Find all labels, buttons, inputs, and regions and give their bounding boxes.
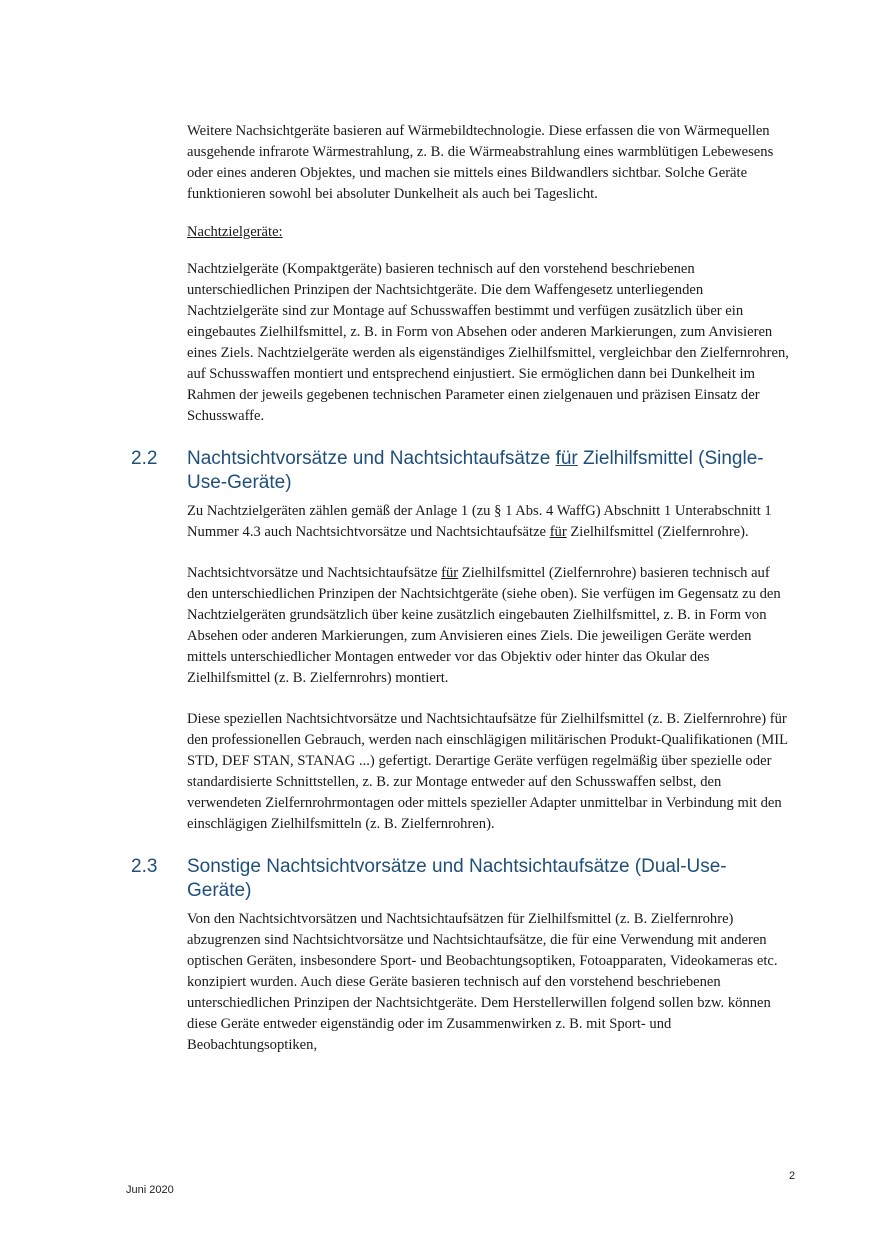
- nachtzielgeraete-paragraph: Nachtzielgeräte (Kompaktgeräte) basieren technisch auf den vorstehend beschriebenen unterschiedlichen Prinzipen der Nachtsichtgeräte. Die dem Waffengesetz unterliegenden Nachtzielgeräte sind zur Montage auf Schusswaffen bestimmt und verfügen zusätzlich über ein eingebautes Zielhilfsmittel, z. B. in Form von Absehen oder anderen Markierungen, zum Anvisieren eines Ziels. Nachtzielgeräte werden als eigenständiges Zielhilfsmittel, vergleichbar den Zielfernrohren, auf Schusswaffen montiert und entsprechend einjustiert. Sie ermöglichen dann bei Dunkelheit im Rahmen der jeweils gegebenen technischen Parameter einen zielgenauen und präzisen Einsatz der Schusswaffe.: [187, 261, 789, 424]
- section-2-2-number: 2.2: [131, 448, 158, 469]
- section-2-3-title: Sonstige Nachtsichtvorsätze und Nachtsichtaufsätze (Dual-Use-Geräte): [187, 856, 727, 901]
- section-2-3-number: 2.3: [131, 856, 158, 877]
- section-2-2-paragraph-1: Zu Nachtzielgeräten zählen gemäß der Anlage 1 (zu § 1 Abs. 4 WaffG) Abschnitt 1 Unterabschnitt 1 Nummer 4.3 auch Nachtsichtvorsätze und Nachtsichtaufsätze für Zielhilfsmittel (Zielfernrohre).: [187, 503, 772, 540]
- section-2-2-paragraph-3: Diese speziellen Nachtsichtvorsätze und Nachtsichtaufsätze für Zielhilfsmittel (z. B. Zielfernrohre) für den professionellen Gebrauch, werden nach einschlägigen militärischen Produkt-Qualifikationen (MIL STD, DEF STAN, STANAG ...) gefertigt. Derartige Geräte verfügen regelmäßig über spezielle oder standardisierte Schnittstellen, z. B. zur Montage entweder auf den Schusswaffen selbst, den verwendeten Zielfernrohrmontagen oder mittels spezieller Adapter unmittelbar in Verbindung mit den einschlägigen Zielhilfsmitteln (z. B. Zielfernrohren).: [187, 711, 788, 832]
- section-2-3: [131, 855, 790, 1056]
- intro-paragraph: Weitere Nachsichtgeräte basieren auf Wärmebildtechnologie. Diese erfassen die von Wärmequellen ausgehende infrarote Wärmestrahlung, z. B. die Wärmeabstrahlung eines warmblütigen Lebewesens oder eines anderen Objektes, und machen sie mittels eines Bildwandlers sichtbar. Solche Geräte funktionieren sowohl bei absoluter Dunkelheit als auch bei Tageslicht.: [187, 123, 774, 202]
- page-number: 2: [789, 1170, 796, 1182]
- section-2-2-title: Nachtsichtvorsätze und Nachtsichtaufsätze für Zielhilfsmittel (Single-Use-Geräte): [187, 448, 764, 493]
- section-2-2-paragraph-2: Nachtsichtvorsätze und Nachtsichtaufsätze für Zielhilfsmittel (Zielfernrohre) basieren technisch auf den unterschiedlichen Prinzipen der Nachtsichtgeräte (siehe oben). Sie verfügen im Gegensatz zu den Nachtzielgeräten grundsätzlich über keine zusätzlich eingebauten Zielhilfsmittel, z. B. in Form von Absehen oder anderen Markierungen, zum Anvisieren eines Ziels. Die jeweiligen Geräte werden mittels unterschiedlicher Montagen entweder vor das Objektiv oder hinter das Okular des Zielhilfsmittel (z. B. Zielfernrohrs) montiert.: [187, 565, 781, 686]
- footer-date: Juni 2020: [126, 1184, 174, 1196]
- section-2-3-paragraph-1: Von den Nachtsichtvorsätzen und Nachtsichtaufsätzen für Zielhilfsmittel (z. B. Zielfernrohre) abzugrenzen sind Nachtsichtvorsätze und Nachtsichtaufsätze, die für eine Verwendung mit anderen optischen Geräten, insbesondere Sport- und Beobachtungsoptiken, Fotoapparaten, Videokameras etc. konzipiert wurden. Auch diese Geräte basieren technisch auf den vorstehend beschriebenen unterschiedlichen Prinzipen der Nachtsichtgeräte. Dem Herstellerwillen folgend sollen bzw. können diese Geräte entweder eigenständig oder im Zusammenwirken z. B. mit Sport- und Beobachtungsoptiken,: [187, 911, 778, 1053]
- nachtzielgeraete-heading: Nachtzielgeräte:: [187, 224, 283, 240]
- page-content: [131, 121, 790, 1056]
- section-2-2: [131, 447, 790, 835]
